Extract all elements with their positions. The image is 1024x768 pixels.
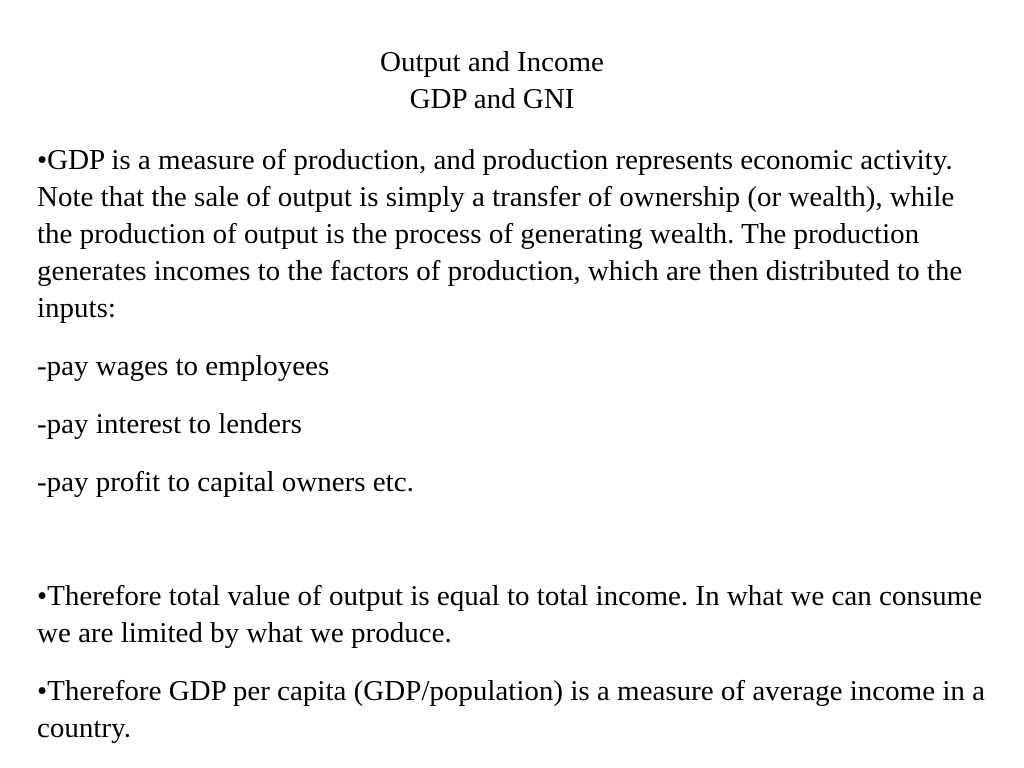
list-item-interest: -pay interest to lenders bbox=[37, 408, 302, 440]
paragraph-output-income: •Therefore total value of output is equal to total income. In what we can consume we are limited by what we produce. bbox=[37, 580, 983, 649]
list-item-wages: -pay wages to employees bbox=[37, 350, 330, 382]
paragraph-gdp-production: •GDP is a measure of production, and production represents economic activity. Note that the sale of output is simply a transfer of ownership (or wealth), while the production of output is the process of generating wealth. The production generates incomes to the factors of production, which are then distributed to the inputs: bbox=[37, 144, 963, 324]
paragraph-gdp-per-capita: •Therefore GDP per capita (GDP/population) is a measure of average income in a country. bbox=[37, 675, 985, 744]
title-line-2: GDP and GNI bbox=[409, 83, 575, 115]
list-item-profit: -pay profit to capital owners etc. bbox=[37, 466, 414, 498]
title-line-1: Output and Income bbox=[380, 46, 604, 78]
slide-body bbox=[37, 142, 987, 747]
slide-title bbox=[0, 44, 984, 118]
